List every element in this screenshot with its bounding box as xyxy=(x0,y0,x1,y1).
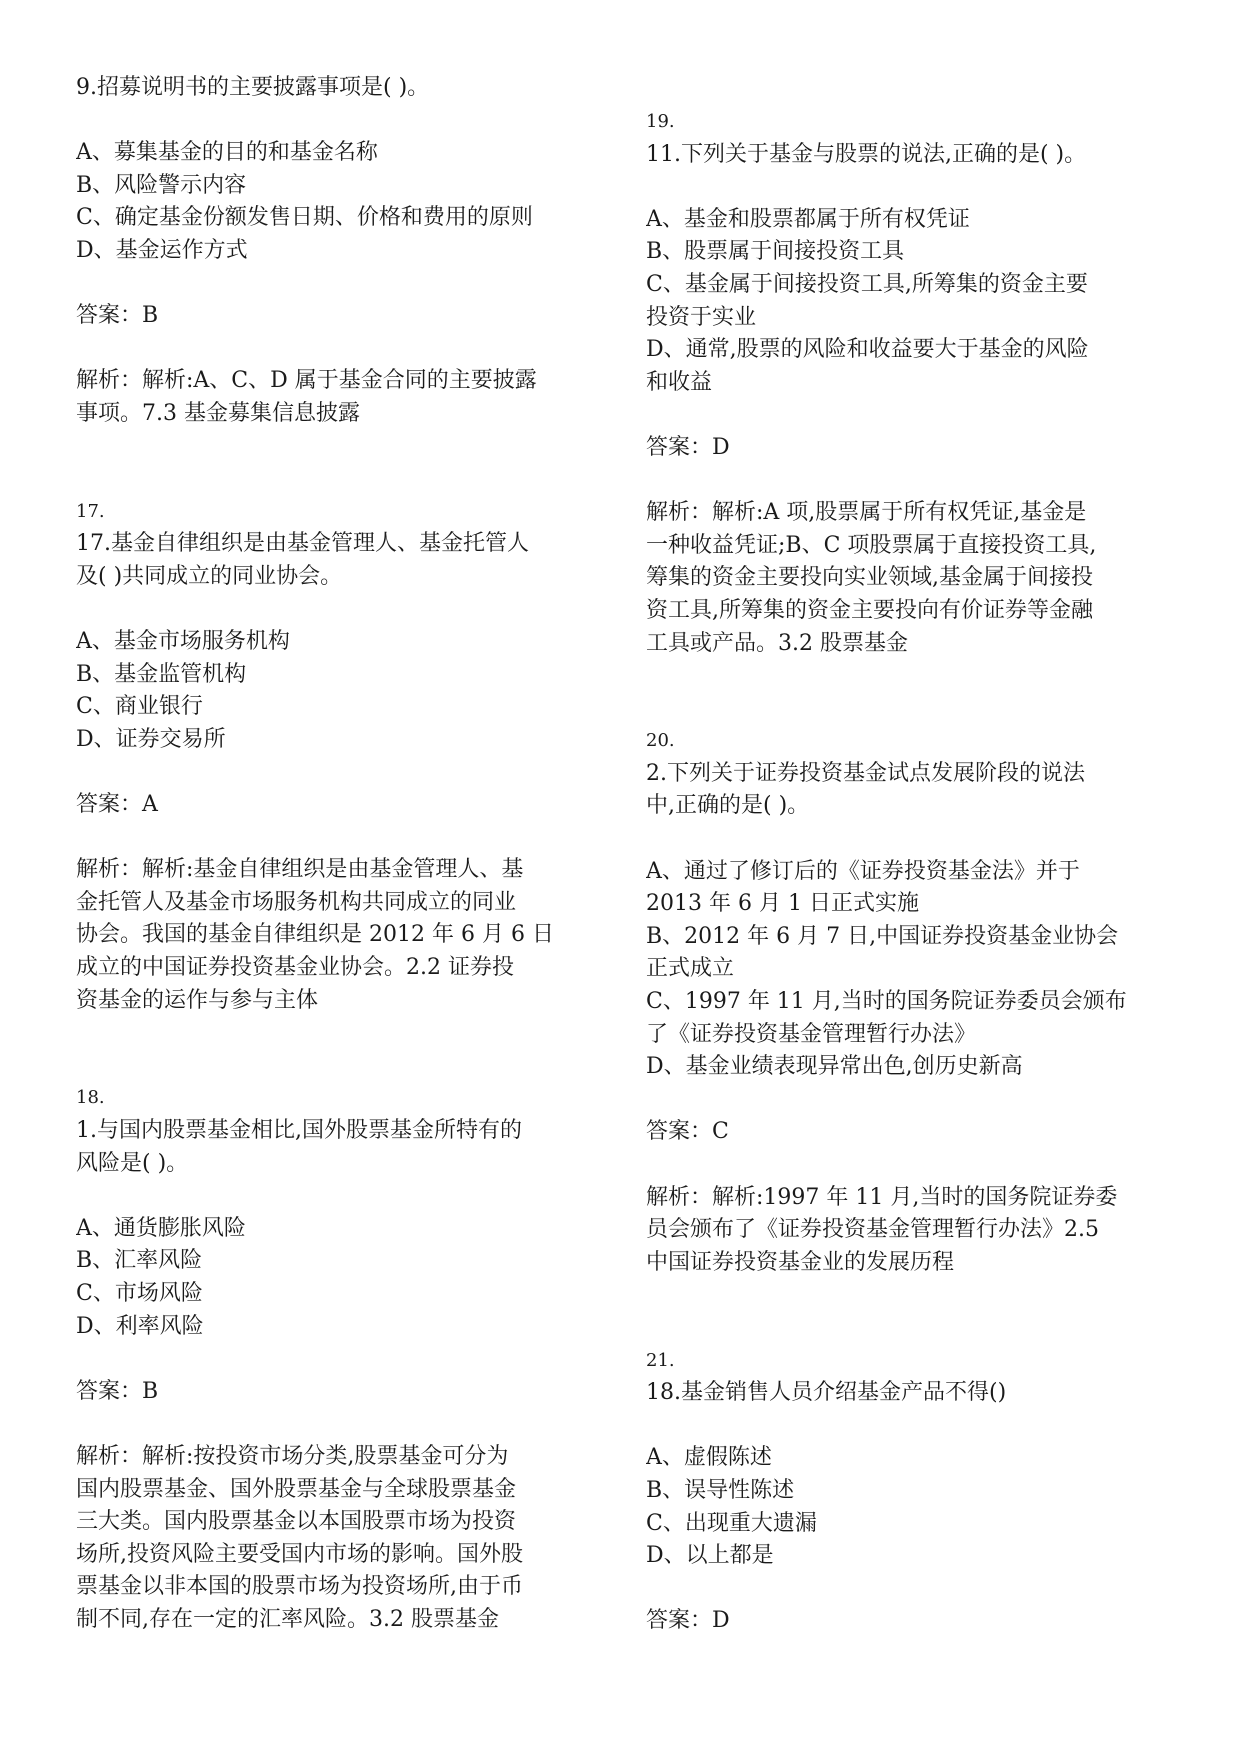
analysis-line: 事项。7.3 基金募集信息披露 xyxy=(76,400,360,426)
option-d: D、基金业绩表现异常出色,创历史新高 xyxy=(646,1054,1023,1080)
analysis-line: 协会。我国的基金自律组织是 2012 年 6 月 6 日 xyxy=(76,922,554,948)
question-stem-line: 2.下列关于证券投资基金试点发展阶段的说法 xyxy=(646,760,1085,786)
analysis-line: 工具或产品。3.2 股票基金 xyxy=(646,630,908,656)
option-c: C、市场风险 xyxy=(76,1280,203,1306)
answer-line: 答案：B xyxy=(76,1378,159,1404)
question-number: 19. xyxy=(646,111,675,132)
question-stem-line: 1.与国内股票基金相比,国外股票基金所特有的 xyxy=(76,1118,522,1143)
option-d: D、通常,股票的风险和收益要大于基金的风险 xyxy=(646,337,1089,363)
analysis-line: 一种收益凭证;B、C 项股票属于直接投资工具, xyxy=(646,532,1097,558)
option-b-continued: 正式成立 xyxy=(646,956,735,982)
option-d: D、基金运作方式 xyxy=(76,237,248,263)
option-c-continued: 投资于实业 xyxy=(646,304,757,330)
analysis-line: 解析：解析:1997 年 11 月,当时的国务院证券委 xyxy=(646,1184,1118,1210)
question-block-20 xyxy=(646,725,1181,1279)
question-number: 20. xyxy=(646,730,675,752)
left-column xyxy=(76,72,611,1637)
answer-line: 答案：D xyxy=(646,1608,730,1634)
question-stem-line: 及( )共同成立的同业协会。 xyxy=(76,563,343,589)
option-a: A、基金市场服务机构 xyxy=(76,629,290,655)
question-stem-line: 17.基金自律组织是由基金管理人、基金托管人 xyxy=(76,531,529,557)
analysis-line: 国内股票基金、国外股票基金与全球股票基金 xyxy=(76,1476,517,1502)
option-d: D、证券交易所 xyxy=(76,726,226,752)
option-a: A、募集基金的目的和基金名称 xyxy=(76,140,378,166)
analysis-line: 中国证券投资基金业的发展历程 xyxy=(646,1249,955,1275)
analysis-line: 解析：解析:A、C、D 属于基金合同的主要披露 xyxy=(76,368,537,394)
answer-line: 答案：B xyxy=(76,303,159,329)
option-b: B、风险警示内容 xyxy=(76,172,247,198)
option-d-continued: 和收益 xyxy=(646,369,713,395)
analysis-line: 票基金以非本国的股票市场为投资场所,由于币 xyxy=(76,1574,523,1600)
question-number: 18. xyxy=(76,1087,105,1109)
answer-line: 答案：D xyxy=(646,434,730,460)
option-c: C、出现重大遗漏 xyxy=(646,1510,817,1536)
analysis-line: 金托管人及基金市场服务机构共同成立的同业 xyxy=(76,889,517,915)
analysis-line: 解析：解析:按投资市场分类,股票基金可分为 xyxy=(76,1443,509,1469)
question-stem-line: 中,正确的是( )。 xyxy=(646,793,810,819)
analysis-line: 场所,投资风险主要受国内市场的影响。国外股 xyxy=(76,1541,523,1567)
analysis-line: 三大类。国内股票基金以本国股票市场为投资 xyxy=(76,1509,517,1535)
option-a: A、通过了修订后的《证券投资基金法》并于 xyxy=(646,858,1080,884)
option-c: C、确定基金份额发售日期、价格和费用的原则 xyxy=(76,205,533,231)
answer-line: 答案：A xyxy=(76,792,158,818)
option-a: A、虚假陈述 xyxy=(646,1445,772,1471)
question-block-18 xyxy=(76,1082,611,1636)
question-number: 17. xyxy=(76,500,105,522)
option-a: A、基金和股票都属于所有权凭证 xyxy=(646,206,970,232)
option-c: C、商业银行 xyxy=(76,694,203,720)
question-block-9 xyxy=(76,72,611,431)
option-b: B、误导性陈述 xyxy=(646,1477,795,1503)
analysis-line: 解析：解析:基金自律组织是由基金管理人、基 xyxy=(76,857,524,883)
question-stem-line: 风险是( )。 xyxy=(76,1150,189,1176)
analysis-line: 制不同,存在一定的汇率风险。3.2 股票基金 xyxy=(76,1606,499,1632)
analysis-line: 筹集的资金主要投向实业领域,基金属于间接投 xyxy=(646,565,1093,591)
option-a: A、通货膨胀风险 xyxy=(76,1215,246,1241)
question-stem-line: 11.下列关于基金与股票的说法,正确的是( )。 xyxy=(646,141,1087,167)
analysis-line: 员会颁布了《证券投资基金管理暂行办法》2.5 xyxy=(646,1217,1099,1243)
analysis-line: 资基金的运作与参与主体 xyxy=(76,987,319,1013)
question-block-19 xyxy=(646,106,1181,660)
option-b: B、汇率风险 xyxy=(76,1248,203,1274)
question-stem-line: 9.招募说明书的主要披露事项是( )。 xyxy=(76,75,430,100)
option-d: D、以上都是 xyxy=(646,1543,774,1569)
option-d: D、利率风险 xyxy=(76,1313,204,1339)
question-stem-line: 18.基金销售人员介绍基金产品不得() xyxy=(646,1380,1007,1406)
question-number: 21. xyxy=(646,1349,675,1371)
option-c-continued: 了《证券投资基金管理暂行办法》 xyxy=(646,1021,977,1047)
analysis-line: 解析：解析:A 项,股票属于所有权凭证,基金是 xyxy=(646,500,1087,526)
analysis-line: 成立的中国证券投资基金业协会。2.2 证券投 xyxy=(76,955,514,981)
analysis-line: 资工具,所筹集的资金主要投向有价证券等金融 xyxy=(646,597,1093,623)
question-block-21 xyxy=(646,1345,1181,1638)
option-b: B、基金监管机构 xyxy=(76,661,247,687)
option-b: B、2012 年 6 月 7 日,中国证券投资基金业协会 xyxy=(646,923,1119,949)
right-column xyxy=(646,106,1181,1638)
option-a-continued: 2013 年 6 月 1 日正式实施 xyxy=(646,891,919,917)
answer-line: 答案：C xyxy=(646,1119,729,1145)
option-c: C、基金属于间接投资工具,所筹集的资金主要 xyxy=(646,271,1088,297)
option-b: B、股票属于间接投资工具 xyxy=(646,239,905,265)
question-block-17 xyxy=(76,496,611,1018)
option-c: C、1997 年 11 月,当时的国务院证券委员会颁布 xyxy=(646,989,1127,1015)
